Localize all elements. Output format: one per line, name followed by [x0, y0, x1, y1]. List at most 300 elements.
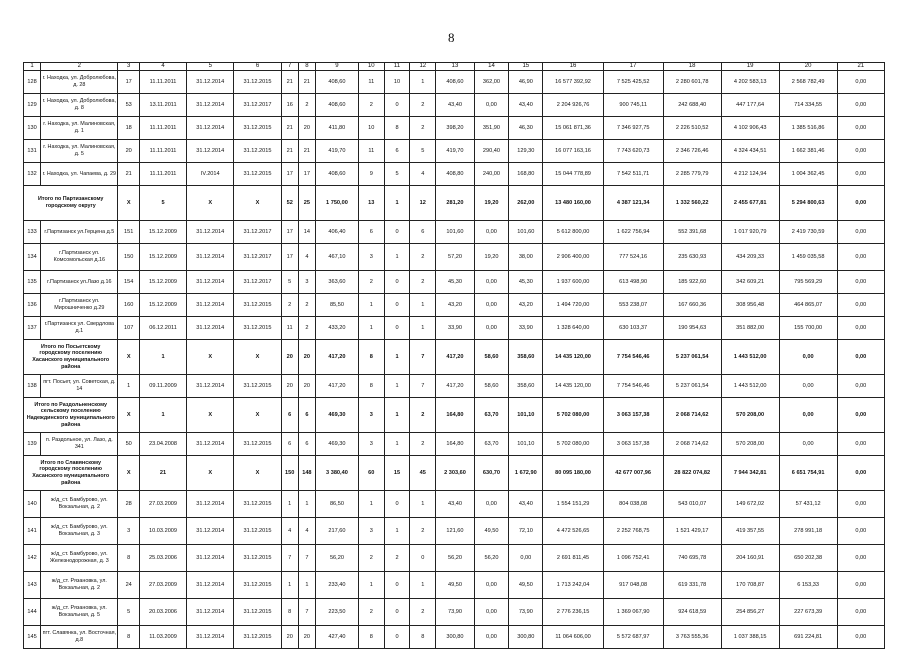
table-cell: 0,00 [837, 163, 884, 186]
table-cell: 13 [358, 186, 384, 221]
table-cell: 5 612 800,00 [543, 221, 603, 244]
table-cell: 3 063 157,38 [603, 398, 663, 433]
table-cell: 362,00 [474, 71, 508, 94]
table-cell: 7 754 546,46 [603, 340, 663, 375]
table-cell: 308 956,48 [721, 294, 779, 317]
table-cell: X [118, 340, 139, 375]
address-cell: пгт. Посьет, ул. Советская, д. 14 [41, 375, 118, 398]
table-cell: 31.12.2015 [234, 626, 281, 649]
table-cell: 154 [118, 271, 139, 294]
table-cell: 0 [384, 294, 410, 317]
table-cell: 31.12.2015 [234, 545, 281, 572]
table-row [24, 433, 885, 456]
table-cell: 1 [384, 244, 410, 271]
table-cell: 2 204 926,76 [543, 94, 603, 117]
table-cell: 0,00 [474, 271, 508, 294]
table-cell: 137 [24, 317, 41, 340]
table-cell: 21 [139, 456, 186, 491]
address-cell: г.Партизанск ул. Свердлова д.1 [41, 317, 118, 340]
table-cell: 804 038,08 [603, 491, 663, 518]
table-cell: 419,70 [436, 140, 475, 163]
table-cell: 1 [281, 491, 298, 518]
table-cell: 7 754 546,46 [603, 375, 663, 398]
table-cell: 553 238,07 [603, 294, 663, 317]
table-cell: 2 303,60 [436, 456, 475, 491]
table-cell: 16 577 392,92 [543, 71, 603, 94]
table-cell: 28 822 074,82 [663, 456, 721, 491]
table-cell: 11 [358, 140, 384, 163]
table-cell: 0,00 [509, 545, 543, 572]
table-cell: 31.12.2014 [187, 599, 234, 626]
table-cell: 2 226 510,52 [663, 117, 721, 140]
table-cell: 2 [410, 599, 436, 626]
table-cell: 1 385 516,86 [779, 117, 837, 140]
table-cell: 14 435 120,00 [543, 375, 603, 398]
table-cell: 5 [281, 271, 298, 294]
table-cell: 630,70 [474, 456, 508, 491]
column-number: 16 [543, 63, 603, 71]
table-cell: 168,80 [509, 163, 543, 186]
table-cell: 0 [384, 271, 410, 294]
table-cell: 0,00 [837, 456, 884, 491]
table-cell: 447 177,64 [721, 94, 779, 117]
table-cell: 6 651 754,91 [779, 456, 837, 491]
table-cell: 85,50 [315, 294, 358, 317]
table-row [24, 117, 885, 140]
table-cell: 408,60 [315, 163, 358, 186]
table-cell: 1 [139, 340, 186, 375]
table-cell: 469,30 [315, 433, 358, 456]
table-cell: 7 743 620,73 [603, 140, 663, 163]
table-cell: 0 [384, 317, 410, 340]
table-cell: 150 [281, 456, 298, 491]
table-cell: 1 [118, 375, 139, 398]
table-cell: 2 [358, 599, 384, 626]
table-cell: 1 937 600,00 [543, 271, 603, 294]
table-cell: 7 [281, 545, 298, 572]
table-cell: 1 [410, 317, 436, 340]
table-cell: 1 [298, 491, 315, 518]
table-cell: 411,80 [315, 117, 358, 140]
table-cell: 0 [384, 572, 410, 599]
table-cell: 1 369 067,90 [603, 599, 663, 626]
table-cell: 363,60 [315, 271, 358, 294]
table-cell: 650 202,38 [779, 545, 837, 572]
table-cell: 358,60 [509, 340, 543, 375]
table-cell: 31.12.2015 [234, 572, 281, 599]
column-number: 19 [721, 63, 779, 71]
column-number: 7 [281, 63, 298, 71]
table-cell: 6 [298, 398, 315, 433]
address-cell: г. Находка, ул. Добролюбова, д. 28 [41, 71, 118, 94]
table-cell: 101,60 [509, 221, 543, 244]
table-cell: 2 [298, 317, 315, 340]
table-row [24, 244, 885, 271]
table-cell: 7 944 342,81 [721, 456, 779, 491]
address-cell: г.Партизанск ул.Лазо д.16 [41, 271, 118, 294]
table-cell: 3 [358, 398, 384, 433]
table-cell: 7 [298, 599, 315, 626]
table-cell: 1 443 512,00 [721, 340, 779, 375]
table-cell: 235 630,93 [663, 244, 721, 271]
table-row [24, 71, 885, 94]
table-cell: 63,70 [474, 398, 508, 433]
table-cell: 408,80 [436, 163, 475, 186]
table-cell: 1 017 920,79 [721, 221, 779, 244]
table-cell: 552 391,68 [663, 221, 721, 244]
table-cell: 10 [358, 117, 384, 140]
table-cell: 10.03.2009 [139, 518, 186, 545]
table-cell: 2 [410, 433, 436, 456]
table-cell: 434 209,33 [721, 244, 779, 271]
table-cell: 101,10 [509, 433, 543, 456]
table-cell: 0,00 [837, 545, 884, 572]
column-number: 14 [474, 63, 508, 71]
table-cell: 1 004 362,45 [779, 163, 837, 186]
table-cell: 46,30 [509, 117, 543, 140]
table-cell: X [118, 186, 139, 221]
table-cell: 31.12.2015 [234, 491, 281, 518]
table-cell: 31.12.2015 [234, 71, 281, 94]
table-cell: 25.03.2006 [139, 545, 186, 572]
table-cell: 7 346 927,75 [603, 117, 663, 140]
table-cell: 21 [118, 163, 139, 186]
table-row [24, 545, 885, 572]
table-cell: 4 324 434,51 [721, 140, 779, 163]
table-cell: 45 [410, 456, 436, 491]
table-cell: 139 [24, 433, 41, 456]
table-cell: 570 208,00 [721, 398, 779, 433]
table-cell: 21 [281, 140, 298, 163]
table-cell: 11.11.2011 [139, 140, 186, 163]
table-cell: 262,00 [509, 186, 543, 221]
table-cell: 31.12.2017 [234, 94, 281, 117]
table-cell: 217,60 [315, 518, 358, 545]
table-cell: 20 [281, 375, 298, 398]
subtotal-label: Итого по Партизанскому городскому округу [24, 186, 118, 221]
table-cell: 3 [298, 271, 315, 294]
table-cell: 15.12.2009 [139, 244, 186, 271]
table-cell: 43,40 [509, 491, 543, 518]
table-cell: 8 [384, 117, 410, 140]
table-cell: 31.12.2014 [187, 140, 234, 163]
table-cell: 1 332 560,22 [663, 186, 721, 221]
table-cell: 5 294 800,63 [779, 186, 837, 221]
table-cell: X [234, 456, 281, 491]
table-cell: 9 [358, 163, 384, 186]
table-cell: 31.12.2014 [187, 491, 234, 518]
subtotal-row [24, 186, 885, 221]
table-cell: 924 618,59 [663, 599, 721, 626]
table-cell: 164,80 [436, 398, 475, 433]
column-number: 2 [41, 63, 118, 71]
table-cell: 43,40 [436, 94, 475, 117]
table-cell: 1 [384, 398, 410, 433]
table-cell: 16 [281, 94, 298, 117]
table-cell: 138 [24, 375, 41, 398]
table-cell: 281,20 [436, 186, 475, 221]
table-cell: 0,00 [474, 317, 508, 340]
table-cell: 28 [118, 491, 139, 518]
table-cell: 1 [358, 491, 384, 518]
table-cell: 419,70 [315, 140, 358, 163]
table-cell: 2 [298, 94, 315, 117]
table-cell: 795 569,29 [779, 271, 837, 294]
table-cell: 17 [281, 244, 298, 271]
table-cell: 23.04.2008 [139, 433, 186, 456]
table-cell: 0,00 [474, 94, 508, 117]
table-cell: 20 [298, 117, 315, 140]
table-cell: 351 882,00 [721, 317, 779, 340]
table-cell: 1 554 151,29 [543, 491, 603, 518]
address-cell: ж/д_ст. Рязановка, ул. Вокзальная, д. 5 [41, 599, 118, 626]
table-cell: 2 346 726,46 [663, 140, 721, 163]
table-cell: 0,00 [837, 186, 884, 221]
table-cell: 2 [410, 398, 436, 433]
table-cell: 1 [410, 294, 436, 317]
table-cell: 49,50 [509, 572, 543, 599]
table-cell: 2 [410, 271, 436, 294]
column-number: 21 [837, 63, 884, 71]
table-cell: 7 542 511,71 [603, 163, 663, 186]
table-cell: 21 [281, 71, 298, 94]
table-cell: 4 [410, 163, 436, 186]
table-cell: 2 691 811,45 [543, 545, 603, 572]
table-cell: 49,50 [474, 518, 508, 545]
table-cell: 31.12.2014 [187, 433, 234, 456]
table-cell: 50 [118, 433, 139, 456]
table-cell: 1 [384, 518, 410, 545]
table-cell: 2 [410, 117, 436, 140]
table-row [24, 221, 885, 244]
table-cell: 17 [298, 163, 315, 186]
table-cell: 0,00 [837, 398, 884, 433]
table-cell: 185 922,60 [663, 271, 721, 294]
table-cell: 17 [281, 163, 298, 186]
table-cell: 31.12.2015 [234, 599, 281, 626]
table-cell: 1 328 640,00 [543, 317, 603, 340]
table-cell: 3 380,40 [315, 456, 358, 491]
table-cell: 0,00 [474, 599, 508, 626]
table-cell: 1 [358, 294, 384, 317]
table-cell: 7 [298, 545, 315, 572]
table-cell: 31.12.2014 [187, 271, 234, 294]
table-cell: 3 063 157,38 [603, 433, 663, 456]
table-cell: 73,90 [436, 599, 475, 626]
table-cell: 464 865,07 [779, 294, 837, 317]
table-cell: 714 334,55 [779, 94, 837, 117]
table-cell: 56,20 [474, 545, 508, 572]
table-cell: 129 [24, 94, 41, 117]
table-cell: 130 [24, 117, 41, 140]
table-cell: 0,00 [837, 294, 884, 317]
table-cell: X [234, 340, 281, 375]
table-cell: 467,10 [315, 244, 358, 271]
table-cell: 2 [410, 518, 436, 545]
table-cell: 0,00 [837, 433, 884, 456]
address-cell: п. Раздольное, ул. Лазо, д. 341 [41, 433, 118, 456]
table-row [24, 163, 885, 186]
table-cell: 43,20 [509, 294, 543, 317]
table-cell: 31.12.2014 [187, 518, 234, 545]
table-cell: 107 [118, 317, 139, 340]
table-cell: 31.12.2014 [187, 545, 234, 572]
table-cell: 20 [118, 140, 139, 163]
table-cell: 2 280 601,78 [663, 71, 721, 94]
table-cell: 0,00 [474, 221, 508, 244]
table-cell: 1 [384, 186, 410, 221]
table-cell: 233,40 [315, 572, 358, 599]
table-cell: 543 010,07 [663, 491, 721, 518]
table-cell: 101,60 [436, 221, 475, 244]
column-number: 13 [436, 63, 475, 71]
table-cell: 2 419 730,59 [779, 221, 837, 244]
table-cell: 2 [384, 545, 410, 572]
table-cell: 1 [281, 572, 298, 599]
table-cell: 0 [384, 94, 410, 117]
table-cell: 31.12.2014 [187, 94, 234, 117]
table-cell: 0,00 [837, 340, 884, 375]
table-cell: 1 750,00 [315, 186, 358, 221]
address-cell: г. Находка, ул. Малиновская, д. 5 [41, 140, 118, 163]
table-cell: 1 [298, 572, 315, 599]
table-cell: 143 [24, 572, 41, 599]
table-cell: 2 [410, 94, 436, 117]
table-cell: 31.12.2014 [187, 244, 234, 271]
table-cell: 57 431,12 [779, 491, 837, 518]
subtotal-row [24, 340, 885, 375]
table-cell: 145 [24, 626, 41, 649]
table-row [24, 518, 885, 545]
table-cell: 0,00 [474, 491, 508, 518]
table-cell: 7 [410, 375, 436, 398]
table-cell: 6 153,33 [779, 572, 837, 599]
table-cell: 0,00 [837, 244, 884, 271]
table-cell: 777 524,16 [603, 244, 663, 271]
table-cell: 20 [281, 340, 298, 375]
table-cell: 31.12.2014 [187, 294, 234, 317]
table-cell: 20 [298, 626, 315, 649]
table-cell: 1 713 242,04 [543, 572, 603, 599]
table-cell: 619 331,78 [663, 572, 721, 599]
table-cell: 5 237 061,54 [663, 375, 721, 398]
column-number: 20 [779, 63, 837, 71]
table-cell: 1 [384, 375, 410, 398]
table-cell: 56,20 [315, 545, 358, 572]
table-cell: 2 [358, 271, 384, 294]
table-cell: 06.12.2011 [139, 317, 186, 340]
table-cell: 31.12.2017 [234, 221, 281, 244]
table-cell: 0 [384, 491, 410, 518]
table-cell: 6 [384, 140, 410, 163]
table-cell: 398,20 [436, 117, 475, 140]
table-cell: 570 208,00 [721, 433, 779, 456]
table-cell: 10 [384, 71, 410, 94]
table-cell: 8 [358, 340, 384, 375]
table-cell: 140 [24, 491, 41, 518]
table-cell: 0,00 [779, 340, 837, 375]
table-cell: 170 708,87 [721, 572, 779, 599]
table-cell: 86,50 [315, 491, 358, 518]
table-cell: 1 096 752,41 [603, 545, 663, 572]
table-cell: 6 [281, 433, 298, 456]
table-body [24, 63, 885, 649]
table-cell: 43,40 [509, 94, 543, 117]
table-cell: 31.12.2014 [187, 221, 234, 244]
table-cell: 1 [410, 71, 436, 94]
table-cell: 417,20 [436, 340, 475, 375]
table-cell: 144 [24, 599, 41, 626]
table-cell: 417,20 [436, 375, 475, 398]
table-cell: 2 [410, 244, 436, 271]
address-cell: пгт. Славянка, ул. Восточная, д.8 [41, 626, 118, 649]
table-cell: 0,00 [837, 518, 884, 545]
table-cell: 613 498,90 [603, 271, 663, 294]
table-cell: 2 [358, 545, 384, 572]
address-cell: ж/д_ст. Рязановка, ул. Вокзальная, д. 2 [41, 572, 118, 599]
address-cell: ж/д_ст. Бамбурово, ул. Вокзальная, д. 3 [41, 518, 118, 545]
table-cell: 740 695,78 [663, 545, 721, 572]
table-cell: 58,60 [474, 340, 508, 375]
table-cell: 2 285 779,79 [663, 163, 721, 186]
table-cell: 73,90 [509, 599, 543, 626]
table-cell: 190 954,63 [663, 317, 721, 340]
table-row [24, 491, 885, 518]
table-cell: 0 [410, 545, 436, 572]
table-row [24, 375, 885, 398]
table-cell: 358,60 [509, 375, 543, 398]
table-cell: 2 455 677,81 [721, 186, 779, 221]
table-cell: 53 [118, 94, 139, 117]
table-cell: 141 [24, 518, 41, 545]
address-cell: г.Партизанск ул. Комсомольская д.16 [41, 244, 118, 271]
table-row [24, 94, 885, 117]
table-cell: X [118, 398, 139, 433]
table-cell: 135 [24, 271, 41, 294]
table-cell: X [187, 186, 234, 221]
table-cell: 12 [410, 186, 436, 221]
table-cell: 5 [118, 599, 139, 626]
table-cell: 278 991,18 [779, 518, 837, 545]
subtotal-label: Итого по Славянскому городскому поселению Хасанского муниципального района [24, 456, 118, 491]
table-cell: 129,30 [509, 140, 543, 163]
table-cell: 0,00 [779, 375, 837, 398]
table-cell: 408,60 [315, 71, 358, 94]
table-cell: 351,90 [474, 117, 508, 140]
table-cell: 38,00 [509, 244, 543, 271]
table-cell: 164,80 [436, 433, 475, 456]
table-cell: 15 044 778,89 [543, 163, 603, 186]
table-cell: 0,00 [837, 140, 884, 163]
column-number: 9 [315, 63, 358, 71]
column-number: 12 [410, 63, 436, 71]
table-cell: 4 102 906,43 [721, 117, 779, 140]
table-row [24, 572, 885, 599]
table-cell: 2 068 714,62 [663, 398, 721, 433]
table-row [24, 599, 885, 626]
table-cell: 142 [24, 545, 41, 572]
column-number: 1 [24, 63, 41, 71]
table-cell: 21 [298, 140, 315, 163]
table-cell: 691 224,81 [779, 626, 837, 649]
table-cell: 0 [384, 626, 410, 649]
table-cell: 20 [298, 375, 315, 398]
table-cell: 15.12.2009 [139, 221, 186, 244]
table-cell: 149 672,02 [721, 491, 779, 518]
table-cell: 242 688,40 [663, 94, 721, 117]
table-cell: 0,00 [837, 491, 884, 518]
table-cell: 427,40 [315, 626, 358, 649]
